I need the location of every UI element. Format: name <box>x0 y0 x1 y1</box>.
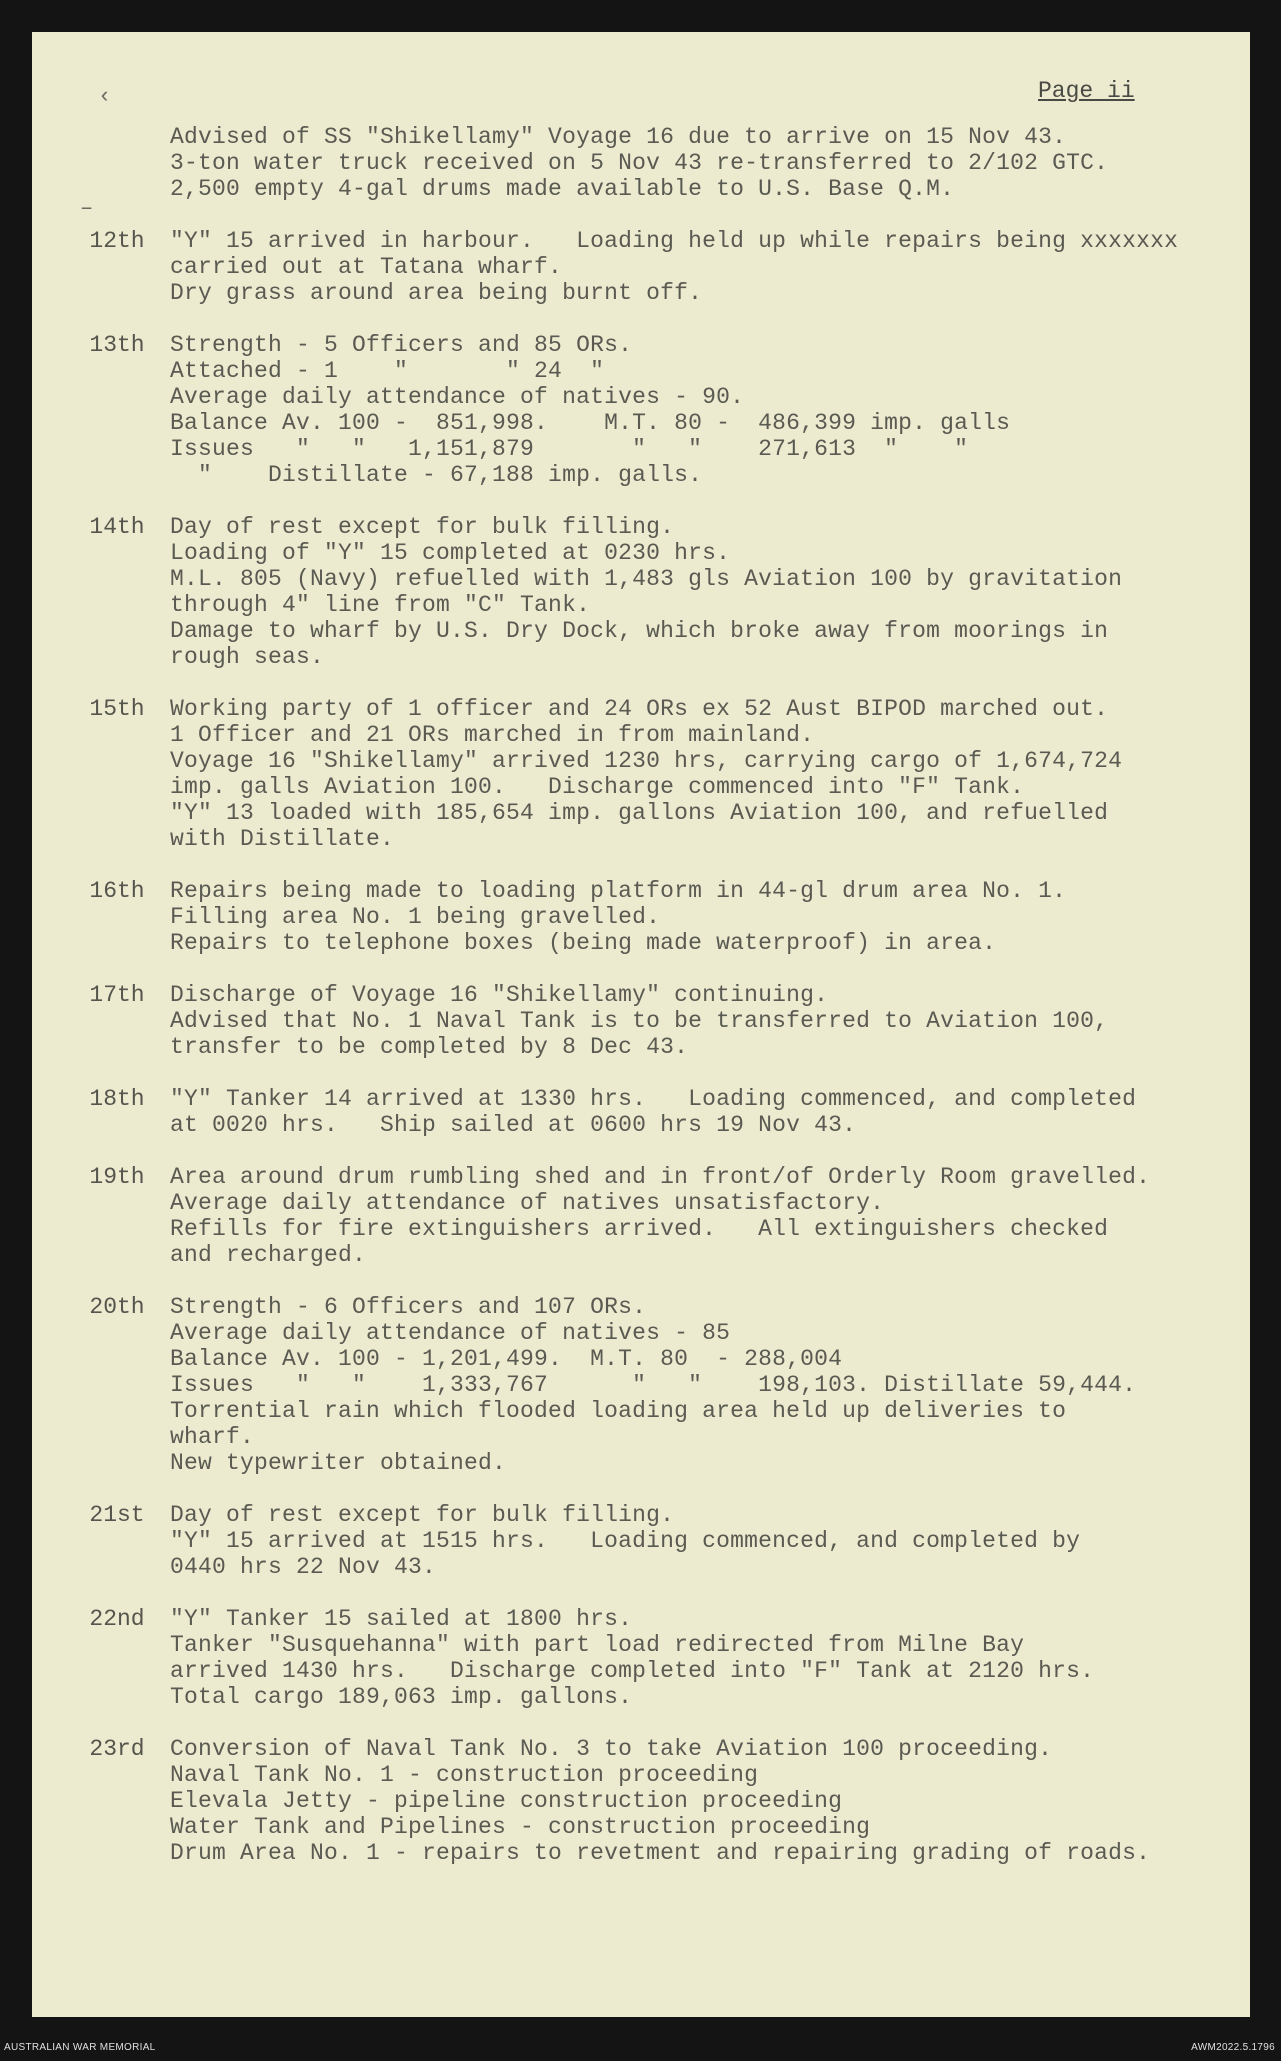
entry-line: Total cargo 189,063 imp. gallons. <box>170 1684 633 1710</box>
diary-entry <box>32 124 1250 202</box>
entry-line: 1 Officer and 21 ORs marched in from mainland. <box>170 722 815 748</box>
entry-line: " Distillate - 67,188 imp. galls. <box>170 462 703 488</box>
diary-entry <box>32 878 1250 956</box>
entry-line: Repairs being made to loading platform in 44-gl drum area No. 1. <box>170 878 1067 904</box>
entry-line: through 4" line from "C" Tank. <box>170 592 591 618</box>
entry-date: 16th <box>89 878 145 904</box>
entry-text <box>170 1164 1250 1268</box>
entry-line: Average daily attendance of natives - 85 <box>170 1320 731 1346</box>
entry-line: Damage to wharf by U.S. Dry Dock, which broke away from moorings in <box>170 618 1109 644</box>
entry-line: Average daily attendance of natives - 90. <box>170 384 745 410</box>
entry-text <box>170 332 1250 488</box>
entry-date: 18th <box>89 1086 145 1112</box>
document-page <box>32 32 1250 2017</box>
entry-line: Advised of SS "Shikellamy" Voyage 16 due to arrive on 15 Nov 43. <box>170 124 1067 150</box>
entry-date: 20th <box>89 1294 145 1320</box>
entry-line: rough seas. <box>170 644 325 670</box>
entry-text <box>170 124 1250 202</box>
entry-line: Tanker "Susquehanna" with part load redirected from Milne Bay <box>170 1632 1025 1658</box>
entry-line: arrived 1430 hrs. Discharge completed into "F" Tank at 2120 hrs. <box>170 1658 1095 1684</box>
entry-text <box>170 696 1250 852</box>
entry-line: Elevala Jetty - pipeline construction proceeding <box>170 1788 843 1814</box>
entry-line: "Y" Tanker 15 sailed at 1800 hrs. <box>170 1606 633 1632</box>
diary-entry <box>32 696 1250 852</box>
footer-accession-number: AWM2022.5.1796 <box>1191 2042 1275 2053</box>
entry-line: Balance Av. 100 - 1,201,499. M.T. 80 - 288,004 <box>170 1346 843 1372</box>
diary-entry <box>32 1164 1250 1268</box>
entry-date: 15th <box>89 696 145 722</box>
entry-line: Filling area No. 1 being gravelled. <box>170 904 661 930</box>
entry-date: 22nd <box>89 1606 145 1632</box>
entry-line: Refills for fire extinguishers arrived. All extinguishers checked <box>170 1216 1109 1242</box>
entry-line: and recharged. <box>170 1242 367 1268</box>
diary-entry <box>32 1294 1250 1476</box>
margin-mark-dash: – <box>80 196 94 221</box>
entry-line: Loading of "Y" 15 completed at 0230 hrs. <box>170 540 731 566</box>
entry-line: "Y" 15 arrived in harbour. Loading held up while repairs being xxxxxxx <box>170 228 1179 254</box>
entry-line: Day of rest except for bulk filling. <box>170 514 675 540</box>
diary-entries <box>32 124 1250 1892</box>
diary-entry <box>32 1736 1250 1866</box>
entry-line: Issues " " 1,151,879 " " 271,613 " " <box>170 436 969 462</box>
entry-line: "Y" 13 loaded with 185,654 imp. gallons Aviation 100, and refuelled <box>170 800 1109 826</box>
diary-entry <box>32 982 1250 1060</box>
entry-date: 12th <box>89 228 145 254</box>
entry-text <box>170 1736 1250 1866</box>
entry-text <box>170 1606 1250 1710</box>
diary-entry <box>32 228 1250 306</box>
entry-line: M.L. 805 (Navy) refuelled with 1,483 gls Aviation 100 by gravitation <box>170 566 1123 592</box>
entry-date: 14th <box>89 514 145 540</box>
entry-line: 0440 hrs 22 Nov 43. <box>170 1554 437 1580</box>
diary-entry <box>32 332 1250 488</box>
entry-text <box>170 514 1250 670</box>
entry-line: Strength - 6 Officers and 107 ORs. <box>170 1294 647 1320</box>
entry-line: Issues " " 1,333,767 " " 198,103. Distillate 59,444. <box>170 1372 1137 1398</box>
entry-line: Dry grass around area being burnt off. <box>170 280 703 306</box>
entry-line: with Distillate. <box>170 826 395 852</box>
entry-text <box>170 982 1250 1060</box>
entry-line: New typewriter obtained. <box>170 1450 507 1476</box>
entry-date: 19th <box>89 1164 145 1190</box>
entry-text <box>170 878 1250 956</box>
entry-line: Balance Av. 100 - 851,998. M.T. 80 - 486,399 imp. galls <box>170 410 1011 436</box>
entry-line: Torrential rain which flooded loading area held up deliveries to <box>170 1398 1067 1424</box>
entry-line: imp. galls Aviation 100. Discharge commenced into "F" Tank. <box>170 774 1025 800</box>
footer-institution: AUSTRALIAN WAR MEMORIAL <box>4 2042 156 2053</box>
entry-date: 13th <box>89 332 145 358</box>
entry-line: "Y" 15 arrived at 1515 hrs. Loading commenced, and completed by <box>170 1528 1081 1554</box>
entry-line: carried out at Tatana wharf. <box>170 254 563 280</box>
entry-line: Day of rest except for bulk filling. <box>170 1502 675 1528</box>
entry-text <box>170 1086 1250 1138</box>
entry-date: 21st <box>89 1502 145 1528</box>
entry-line: Strength - 5 Officers and 85 ORs. <box>170 332 633 358</box>
diary-entry <box>32 1086 1250 1138</box>
entry-line: Working party of 1 officer and 24 ORs ex 52 Aust BIPOD marched out. <box>170 696 1109 722</box>
diary-entry <box>32 1502 1250 1580</box>
diary-entry <box>32 514 1250 670</box>
entry-text <box>170 1294 1250 1476</box>
entry-line: 3-ton water truck received on 5 Nov 43 re-transferred to 2/102 GTC. <box>170 150 1109 176</box>
entry-line: 2,500 empty 4-gal drums made available to U.S. Base Q.M. <box>170 176 955 202</box>
entry-date: 17th <box>89 982 145 1008</box>
entry-line: "Y" Tanker 14 arrived at 1330 hrs. Loading commenced, and completed <box>170 1086 1137 1112</box>
entry-line: Conversion of Naval Tank No. 3 to take Aviation 100 proceeding. <box>170 1736 1053 1762</box>
entry-date: 23rd <box>89 1736 145 1762</box>
entry-line: wharf. <box>170 1424 255 1450</box>
entry-line: Average daily attendance of natives unsatisfactory. <box>170 1190 885 1216</box>
entry-line: Area around drum rumbling shed and in front/of Orderly Room gravelled. <box>170 1164 1151 1190</box>
entry-line: Repairs to telephone boxes (being made waterproof) in area. <box>170 930 997 956</box>
entry-line: Water Tank and Pipelines - construction proceeding <box>170 1814 871 1840</box>
entry-text <box>170 228 1250 306</box>
entry-line: Drum Area No. 1 - repairs to revetment and repairing grading of roads. <box>170 1840 1151 1866</box>
entry-line: transfer to be completed by 8 Dec 43. <box>170 1034 689 1060</box>
entry-line: at 0020 hrs. Ship sailed at 0600 hrs 19 Nov 43. <box>170 1112 857 1138</box>
entry-line: Voyage 16 "Shikellamy" arrived 1230 hrs, carrying cargo of 1,674,724 <box>170 748 1123 774</box>
entry-line: Naval Tank No. 1 - construction proceeding <box>170 1762 759 1788</box>
margin-mark-top: ‹ <box>98 84 112 109</box>
entry-line: Attached - 1 " " 24 " <box>170 358 605 384</box>
page-number: Page ii <box>1038 78 1135 104</box>
entry-line: Advised that No. 1 Naval Tank is to be transferred to Aviation 100, <box>170 1008 1109 1034</box>
entry-text <box>170 1502 1250 1580</box>
diary-entry <box>32 1606 1250 1710</box>
entry-line: Discharge of Voyage 16 "Shikellamy" continuing. <box>170 982 829 1008</box>
